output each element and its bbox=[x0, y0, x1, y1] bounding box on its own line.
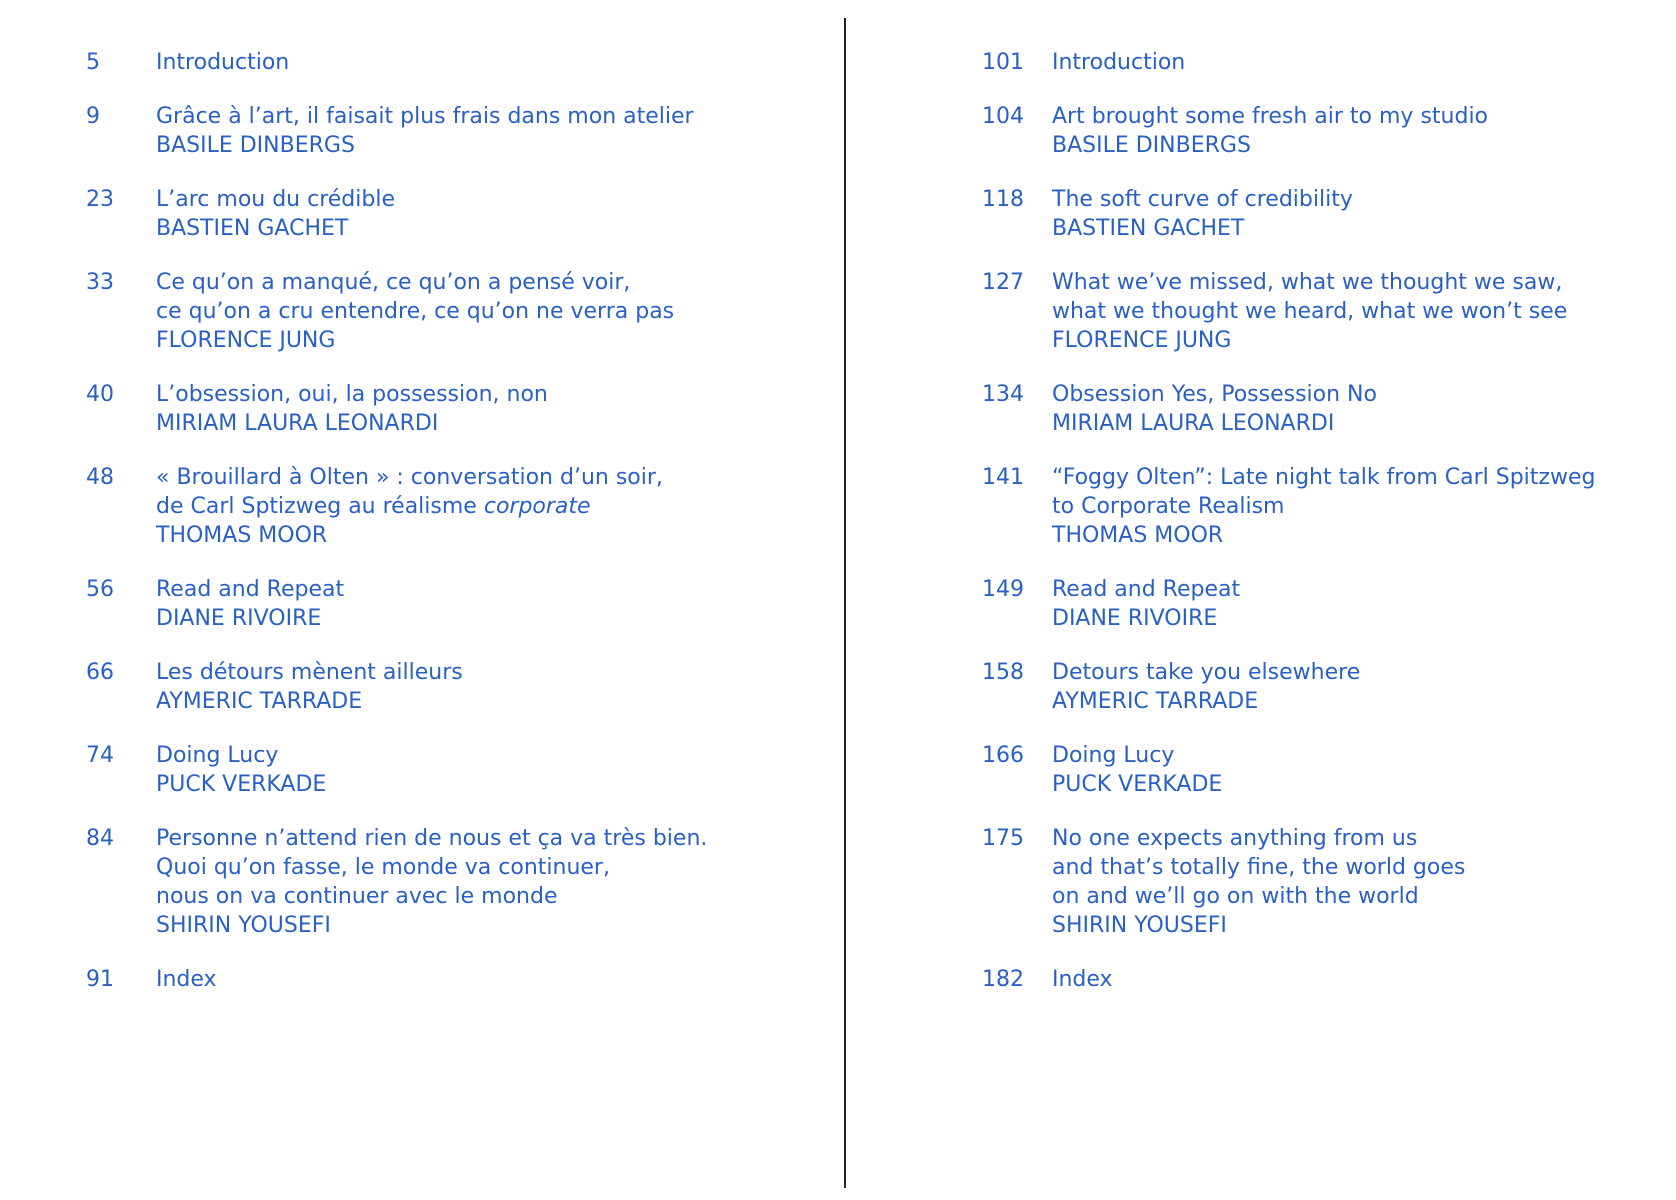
toc-en-entry[interactable] bbox=[982, 965, 1676, 994]
entry-title: Quoi qu’on fasse, le monde va continuer, bbox=[156, 855, 610, 880]
entry-title: Detours take you elsewhere bbox=[1052, 660, 1361, 685]
toc-en-entry[interactable] bbox=[982, 48, 1676, 77]
entry-text bbox=[156, 658, 806, 716]
toc-en-entry[interactable] bbox=[982, 102, 1676, 160]
entry-title bbox=[156, 492, 806, 521]
toc-en-entry[interactable] bbox=[982, 575, 1676, 633]
page-number: 40 bbox=[86, 382, 114, 407]
entry-title: Ce qu’on a manqué, ce qu’on a pensé voir, bbox=[156, 270, 631, 295]
page-number: 101 bbox=[982, 50, 1024, 75]
toc-fr-entry[interactable] bbox=[86, 102, 806, 160]
page-number: 118 bbox=[982, 187, 1024, 212]
entry-author: SHIRIN YOUSEFI bbox=[156, 913, 331, 938]
page-number: 175 bbox=[982, 826, 1024, 851]
page-number: 9 bbox=[86, 104, 100, 129]
page-number: 66 bbox=[86, 660, 114, 685]
page-number: 23 bbox=[86, 187, 114, 212]
entry-author: THOMAS MOOR bbox=[156, 523, 328, 548]
entry-text bbox=[156, 185, 806, 243]
toc-en-entry[interactable] bbox=[982, 824, 1676, 940]
entry-title: what we thought we heard, what we won’t see bbox=[1052, 299, 1568, 324]
toc-fr-entry[interactable] bbox=[86, 268, 806, 355]
toc-fr-entry[interactable] bbox=[86, 965, 806, 994]
entry-title: on and we’ll go on with the world bbox=[1052, 884, 1419, 909]
entry-title: to Corporate Realism bbox=[1052, 494, 1285, 519]
entry-title: Art brought some fresh air to my studio bbox=[1052, 104, 1489, 129]
toc-fr-entry[interactable] bbox=[86, 380, 806, 438]
page-number: 33 bbox=[86, 270, 114, 295]
toc-en-entry[interactable] bbox=[982, 741, 1676, 799]
entry-title: « Brouillard à Olten » : conversation d’un soir, bbox=[156, 465, 663, 490]
entry-author: DIANE RIVOIRE bbox=[1052, 606, 1218, 631]
page-number: 84 bbox=[86, 826, 114, 851]
entry-author: AYMERIC TARRADE bbox=[156, 689, 363, 714]
entry-text bbox=[1052, 48, 1676, 77]
toc-en-entry[interactable] bbox=[982, 268, 1676, 355]
entry-text bbox=[1052, 102, 1676, 160]
entry-title: Les détours mènent ailleurs bbox=[156, 660, 463, 685]
page-number: 166 bbox=[982, 743, 1024, 768]
entry-text bbox=[1052, 575, 1676, 633]
entry-title: nous on va continuer avec le monde bbox=[156, 884, 558, 909]
entry-title-italic: corporate bbox=[483, 494, 591, 519]
page-number: 127 bbox=[982, 270, 1024, 295]
entry-text bbox=[156, 268, 806, 355]
entry-title: Personne n’attend rien de nous et ça va très bien. bbox=[156, 826, 708, 851]
entry-title: ce qu’on a cru entendre, ce qu’on ne verra pas bbox=[156, 299, 675, 324]
entry-author: BASILE DINBERGS bbox=[1052, 133, 1251, 158]
entry-title: L’obsession, oui, la possession, non bbox=[156, 382, 548, 407]
entry-title-text: de Carl Sptizweg au réalisme bbox=[156, 494, 477, 519]
toc-fr-entry[interactable] bbox=[86, 185, 806, 243]
entry-title: What we’ve missed, what we thought we saw, bbox=[1052, 270, 1563, 295]
entry-text bbox=[1052, 965, 1676, 994]
entry-title: Obsession Yes, Possession No bbox=[1052, 382, 1377, 407]
entry-text bbox=[156, 463, 806, 550]
entry-title: No one expects anything from us bbox=[1052, 826, 1418, 851]
page-number: 104 bbox=[982, 104, 1024, 129]
entry-author: PUCK VERKADE bbox=[156, 772, 327, 797]
entry-author: BASILE DINBERGS bbox=[156, 133, 355, 158]
entry-text bbox=[156, 575, 806, 633]
entry-text bbox=[1052, 741, 1676, 799]
entry-title: Doing Lucy bbox=[156, 743, 279, 768]
toc-fr-entry[interactable] bbox=[86, 824, 806, 940]
entry-text bbox=[156, 380, 806, 438]
entry-title: Introduction bbox=[156, 50, 290, 75]
page-number: 134 bbox=[982, 382, 1024, 407]
toc-fr-entry[interactable] bbox=[86, 575, 806, 633]
page-number: 56 bbox=[86, 577, 114, 602]
entry-text bbox=[156, 824, 806, 940]
page-number: 74 bbox=[86, 743, 114, 768]
toc-english bbox=[982, 48, 1676, 994]
entry-text bbox=[156, 48, 806, 77]
entry-author: BASTIEN GACHET bbox=[156, 216, 349, 241]
spine-divider bbox=[844, 18, 846, 1188]
entry-title: Doing Lucy bbox=[1052, 743, 1175, 768]
entry-text bbox=[1052, 824, 1676, 940]
toc-en-entry[interactable] bbox=[982, 463, 1676, 550]
entry-author: FLORENCE JUNG bbox=[1052, 328, 1232, 353]
entry-author: BASTIEN GACHET bbox=[1052, 216, 1245, 241]
entry-title: L’arc mou du crédible bbox=[156, 187, 395, 212]
entry-author: FLORENCE JUNG bbox=[156, 328, 336, 353]
toc-en-entry[interactable] bbox=[982, 380, 1676, 438]
entry-title: Index bbox=[1052, 967, 1113, 992]
entry-author: AYMERIC TARRADE bbox=[1052, 689, 1259, 714]
page-number: 5 bbox=[86, 50, 100, 75]
entry-text bbox=[156, 741, 806, 799]
entry-title: Index bbox=[156, 967, 217, 992]
page-number: 141 bbox=[982, 465, 1024, 490]
entry-author: DIANE RIVOIRE bbox=[156, 606, 322, 631]
entry-title: Read and Repeat bbox=[156, 577, 345, 602]
entry-text bbox=[1052, 463, 1676, 550]
entry-author: SHIRIN YOUSEFI bbox=[1052, 913, 1227, 938]
page-number: 158 bbox=[982, 660, 1024, 685]
entry-text bbox=[156, 102, 806, 160]
entry-title: Grâce à l’art, il faisait plus frais dans mon atelier bbox=[156, 104, 694, 129]
entry-text bbox=[156, 965, 806, 994]
entry-title: The soft curve of credibility bbox=[1052, 187, 1353, 212]
entry-title: “Foggy Olten”: Late night talk from Carl Spitzweg bbox=[1052, 465, 1596, 490]
entry-author: MIRIAM LAURA LEONARDI bbox=[156, 411, 439, 436]
entry-author: THOMAS MOOR bbox=[1052, 523, 1224, 548]
toc-en-entry[interactable] bbox=[982, 658, 1676, 716]
page-number: 182 bbox=[982, 967, 1024, 992]
toc-fr-entry[interactable] bbox=[86, 48, 806, 77]
entry-text bbox=[1052, 658, 1676, 716]
entry-title: and that’s totally fine, the world goes bbox=[1052, 855, 1466, 880]
page-number: 149 bbox=[982, 577, 1024, 602]
entry-text bbox=[1052, 185, 1676, 243]
toc-fr-entry[interactable] bbox=[86, 463, 806, 550]
toc-french bbox=[86, 48, 806, 994]
entry-title: Read and Repeat bbox=[1052, 577, 1241, 602]
entry-title: Introduction bbox=[1052, 50, 1186, 75]
toc-en-entry[interactable] bbox=[982, 185, 1676, 243]
entry-text bbox=[1052, 380, 1676, 438]
page-number: 91 bbox=[86, 967, 114, 992]
entry-text bbox=[1052, 268, 1676, 355]
page-number: 48 bbox=[86, 465, 114, 490]
entry-author: PUCK VERKADE bbox=[1052, 772, 1223, 797]
entry-author: MIRIAM LAURA LEONARDI bbox=[1052, 411, 1335, 436]
toc-fr-entry[interactable] bbox=[86, 658, 806, 716]
toc-fr-entry[interactable] bbox=[86, 741, 806, 799]
